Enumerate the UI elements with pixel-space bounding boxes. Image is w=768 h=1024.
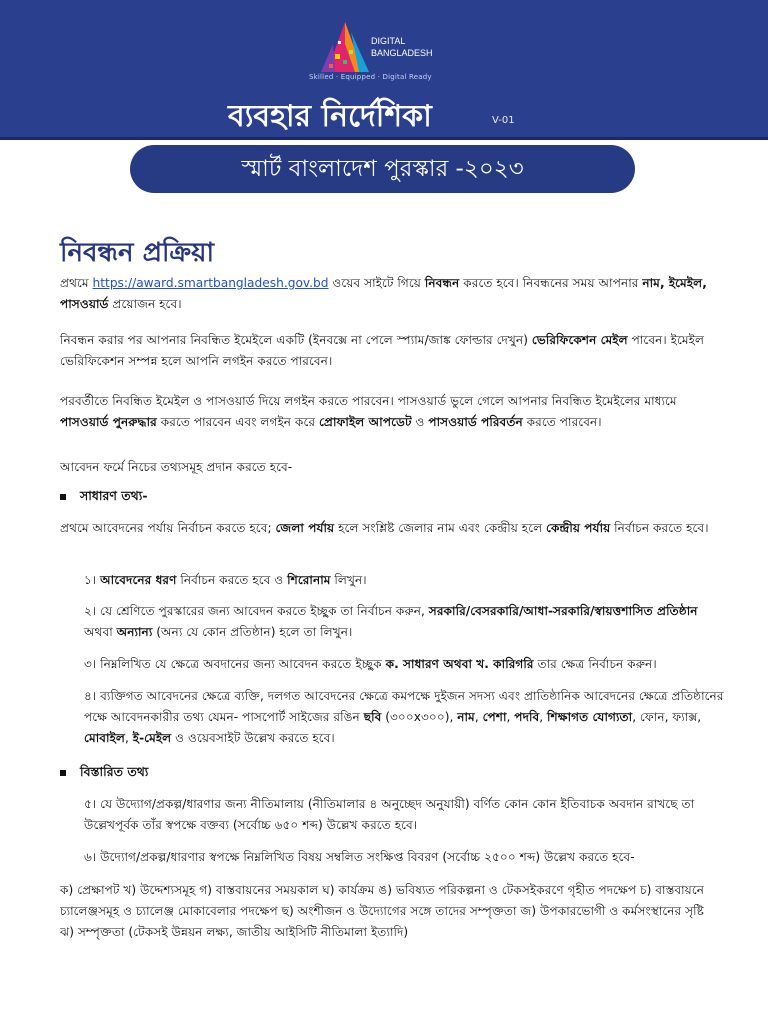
level-paragraph: [60, 518, 720, 539]
bold-text: পেশা: [482, 710, 507, 724]
bullet-detailed-info: [60, 764, 148, 784]
section-title: নিবন্ধন প্রক্রিয়া: [60, 238, 215, 268]
text: ও ওয়েবসাইট উল্লেখ করতে হবে।: [171, 731, 335, 745]
text: ,: [506, 710, 515, 724]
text: করতে পারবেন এবং লগইন করে: [156, 415, 319, 429]
text: নির্বাচন করতে হবে ও: [176, 573, 288, 587]
version-label: V-01: [492, 115, 515, 126]
text: ,: [539, 710, 547, 724]
bold-text: আবেদনের ধরণ: [100, 573, 177, 587]
list-item-5: ৫। যে উদ্যোগ/প্রকল্প/ধারণার জন্য নীতিমালায় (নীতিমালার ৪ অনুচ্ছেদ অনুযায়ী) বর্ণিত কোন কোন ইতিবাচক অবদান রাখছে তা উল্লেখপূর্বক তাঁর স্বপক্ষে বক্তব্য (সর্বোচ্চ ৬৫০ শব্দ) উল্লেখ করতে হবে।: [84, 797, 695, 832]
text: তার ক্ষেত্র নির্বাচন করুন।: [533, 657, 657, 671]
bold-text: শিরোনাম: [287, 573, 331, 587]
text: ১।: [84, 573, 101, 587]
list-item-6-subpoints: ক) প্রেক্ষাপট খ) উদ্দেশ্যসমূহ গ) বাস্তবায়নের সময়কাল ঘ) কার্যক্রম ঙ) ভবিষ্যত পরিকল্পনা ও টেকসইকরণে গৃহীত পদক্ষেপ চ) বাস্তবায়নে চ্যালেঞ্জসমূহ ও চ্যালেঞ্জ মোকাবেলার পদক্ষেপ ছ) অংশীজন ও উদ্যোগের সঙ্গে তাদের সম্পৃক্ততা জ) উপকারভোগী ও কর্মসংস্থানের সৃষ্টি ঝ) সম্পৃক্ততা (টেকসই উন্নয়ন লক্ষ্য, জাতীয় আইসিটি নীতিমালা ইত্যাদি): [60, 883, 705, 939]
bold-text: নাম, ইমেইল, পাসওয়ার্ড: [60, 276, 707, 311]
text: প্রথমে: [60, 276, 93, 290]
text: (৩০০x৩০০),: [381, 710, 458, 724]
bold-text: নিবন্ধন: [424, 276, 460, 290]
list-item-6: ৬। উদ্যোগ/প্রকল্প/ধারণার স্বপক্ষে নিম্নলিখিত বিষয় সম্বলিত সংক্ষিপ্ত বিবরণ (সর্বোচ্চ ২৫০০ শব্দ) উল্লেখ করতে হবে-: [84, 850, 635, 864]
bullet-label: বিস্তারিত তথ্য: [80, 764, 149, 779]
list-item-3: [84, 654, 724, 675]
text: প্রয়োজন হবে।: [108, 297, 182, 311]
text: প্রথমে আবেদনের পর্যায় নির্বাচন করতে হবে;: [60, 521, 276, 535]
text: ,: [474, 710, 483, 724]
text: ওয়েব সাইটে গিয়ে: [328, 276, 425, 290]
bold-text: নাম: [457, 710, 475, 724]
bold-text: ছবি: [363, 710, 382, 724]
text: ,: [124, 731, 133, 745]
award-site-link[interactable]: https://award.smartbangladesh.gov.bd: [92, 276, 329, 290]
form-intro: আবেদন ফর্মে নিচের তথ্যসমূহ প্রদান করতে হবে-: [60, 460, 293, 474]
text: ৩। নিম্নলিখিত যে ক্ষেত্রে অবদানের জন্য আবেদন করতে ইচ্ছুক: [84, 657, 386, 671]
page-header: [0, 0, 768, 140]
logo-tagline: Skilled · Equipped · Digital Ready: [309, 73, 432, 81]
bold-text: ক. সাধারণ অথবা খ. কারিগরি: [385, 657, 534, 671]
bold-text: পদবি: [514, 710, 540, 724]
svg-text:BANGLADESH: BANGLADESH: [371, 48, 433, 58]
text: নির্বাচন করতে হবে।: [610, 521, 709, 535]
registration-paragraph: [60, 273, 720, 315]
text: ২। যে শ্রেণিতে পুরস্কারের জন্য আবেদন করতে ইচ্ছুক তা নির্বাচন করুন,: [84, 604, 429, 618]
text: হলে সংশ্লিষ্ট জেলার নাম এবং কেন্দ্রীয় হলে: [334, 521, 547, 535]
text: লিখুন।: [330, 573, 367, 587]
header-divider: [0, 137, 768, 140]
page-title: ব্যবহার নির্দেশিকা: [228, 99, 432, 134]
list-item-2: [84, 601, 724, 643]
bold-text: ই-মেইল: [132, 731, 172, 745]
text: করতে পারবেন।: [522, 415, 602, 429]
bold-text: সরকারি/বেসরকারি/আধা-সরকারি/স্বায়ত্তশাসিত প্রতিষ্ঠান: [428, 604, 698, 618]
list-item-1: [84, 570, 724, 591]
bold-text: অন্যান্য: [116, 625, 153, 639]
text: ও: [411, 415, 429, 429]
bullet-icon: [60, 494, 66, 500]
bold-text: জেলা পর্যায়: [275, 521, 335, 535]
bullet-label: সাধারণ তথ্য-: [80, 488, 148, 503]
text: , ফোন, ফ্যাক্স,: [632, 710, 702, 724]
bold-text: পাসওয়ার্ড পরিবর্তন: [428, 415, 523, 429]
text: পরবর্তীতে নিবন্ধিত ইমেইল ও পাসওয়ার্ড দিয়ে লগইন করতে পারবেন। পাসওয়ার্ড ভুলে গেলে আপনার নিবন্ধিত ইমেইলের মাধ্যমে: [60, 394, 677, 408]
list-item-4: [84, 686, 724, 749]
bullet-general-info: [60, 488, 148, 508]
bold-text: মোবাইল: [84, 731, 125, 745]
text: করতে হবে। নিবন্ধনের সময় আপনার: [459, 276, 643, 290]
svg-text:DIGITAL: DIGITAL: [371, 36, 406, 46]
award-banner: [130, 145, 635, 193]
bold-text: কেন্দ্রীয় পর্যায়: [546, 521, 611, 535]
text: পাবেন। ইমেইল ভেরিফিকেশন সম্পন্ন হলে আপনি লগইন করতে পারবেন।: [60, 333, 705, 368]
text: নিবন্ধন করার পর আপনার নিবন্ধিত ইমেইলে একটি (ইনবক্সে না পেলে স্প্যাম/জাঙ্ক ফোল্ডার দেখুন): [60, 333, 532, 347]
bold-text: ভেরিফিকেশন মেইল: [531, 333, 628, 347]
bullet-icon: [60, 770, 66, 776]
bold-text: প্রোফাইল আপডেট: [318, 415, 412, 429]
bold-text: শিক্ষাগত যোগ্যতা: [547, 710, 633, 724]
text: ৪। ব্যক্তিগত আবেদনের ক্ষেত্রে ব্যক্তি, দলগত আবেদনের ক্ষেত্রে কমপক্ষে দুইজন সদস্য এবং প্রাতিষ্ঠানিক আবেদনের ক্ষেত্রে প্রতিষ্ঠানের পক্ষে আবেদনকারীর তথ্য যেমন- পাসপোর্ট সাইজের রঙিন: [84, 689, 724, 724]
text: অথবা: [84, 625, 117, 639]
login-paragraph: [60, 391, 720, 433]
bold-text: পাসওয়ার্ড পুনরুদ্ধার: [60, 415, 157, 429]
verification-paragraph: [60, 330, 720, 372]
award-banner-text: স্মার্ট বাংলাদেশ পুরস্কার -২০২৩: [241, 155, 524, 182]
text: (অন্য যে কোন প্রতিষ্ঠান) হলে তা লিখুন।: [152, 625, 353, 639]
